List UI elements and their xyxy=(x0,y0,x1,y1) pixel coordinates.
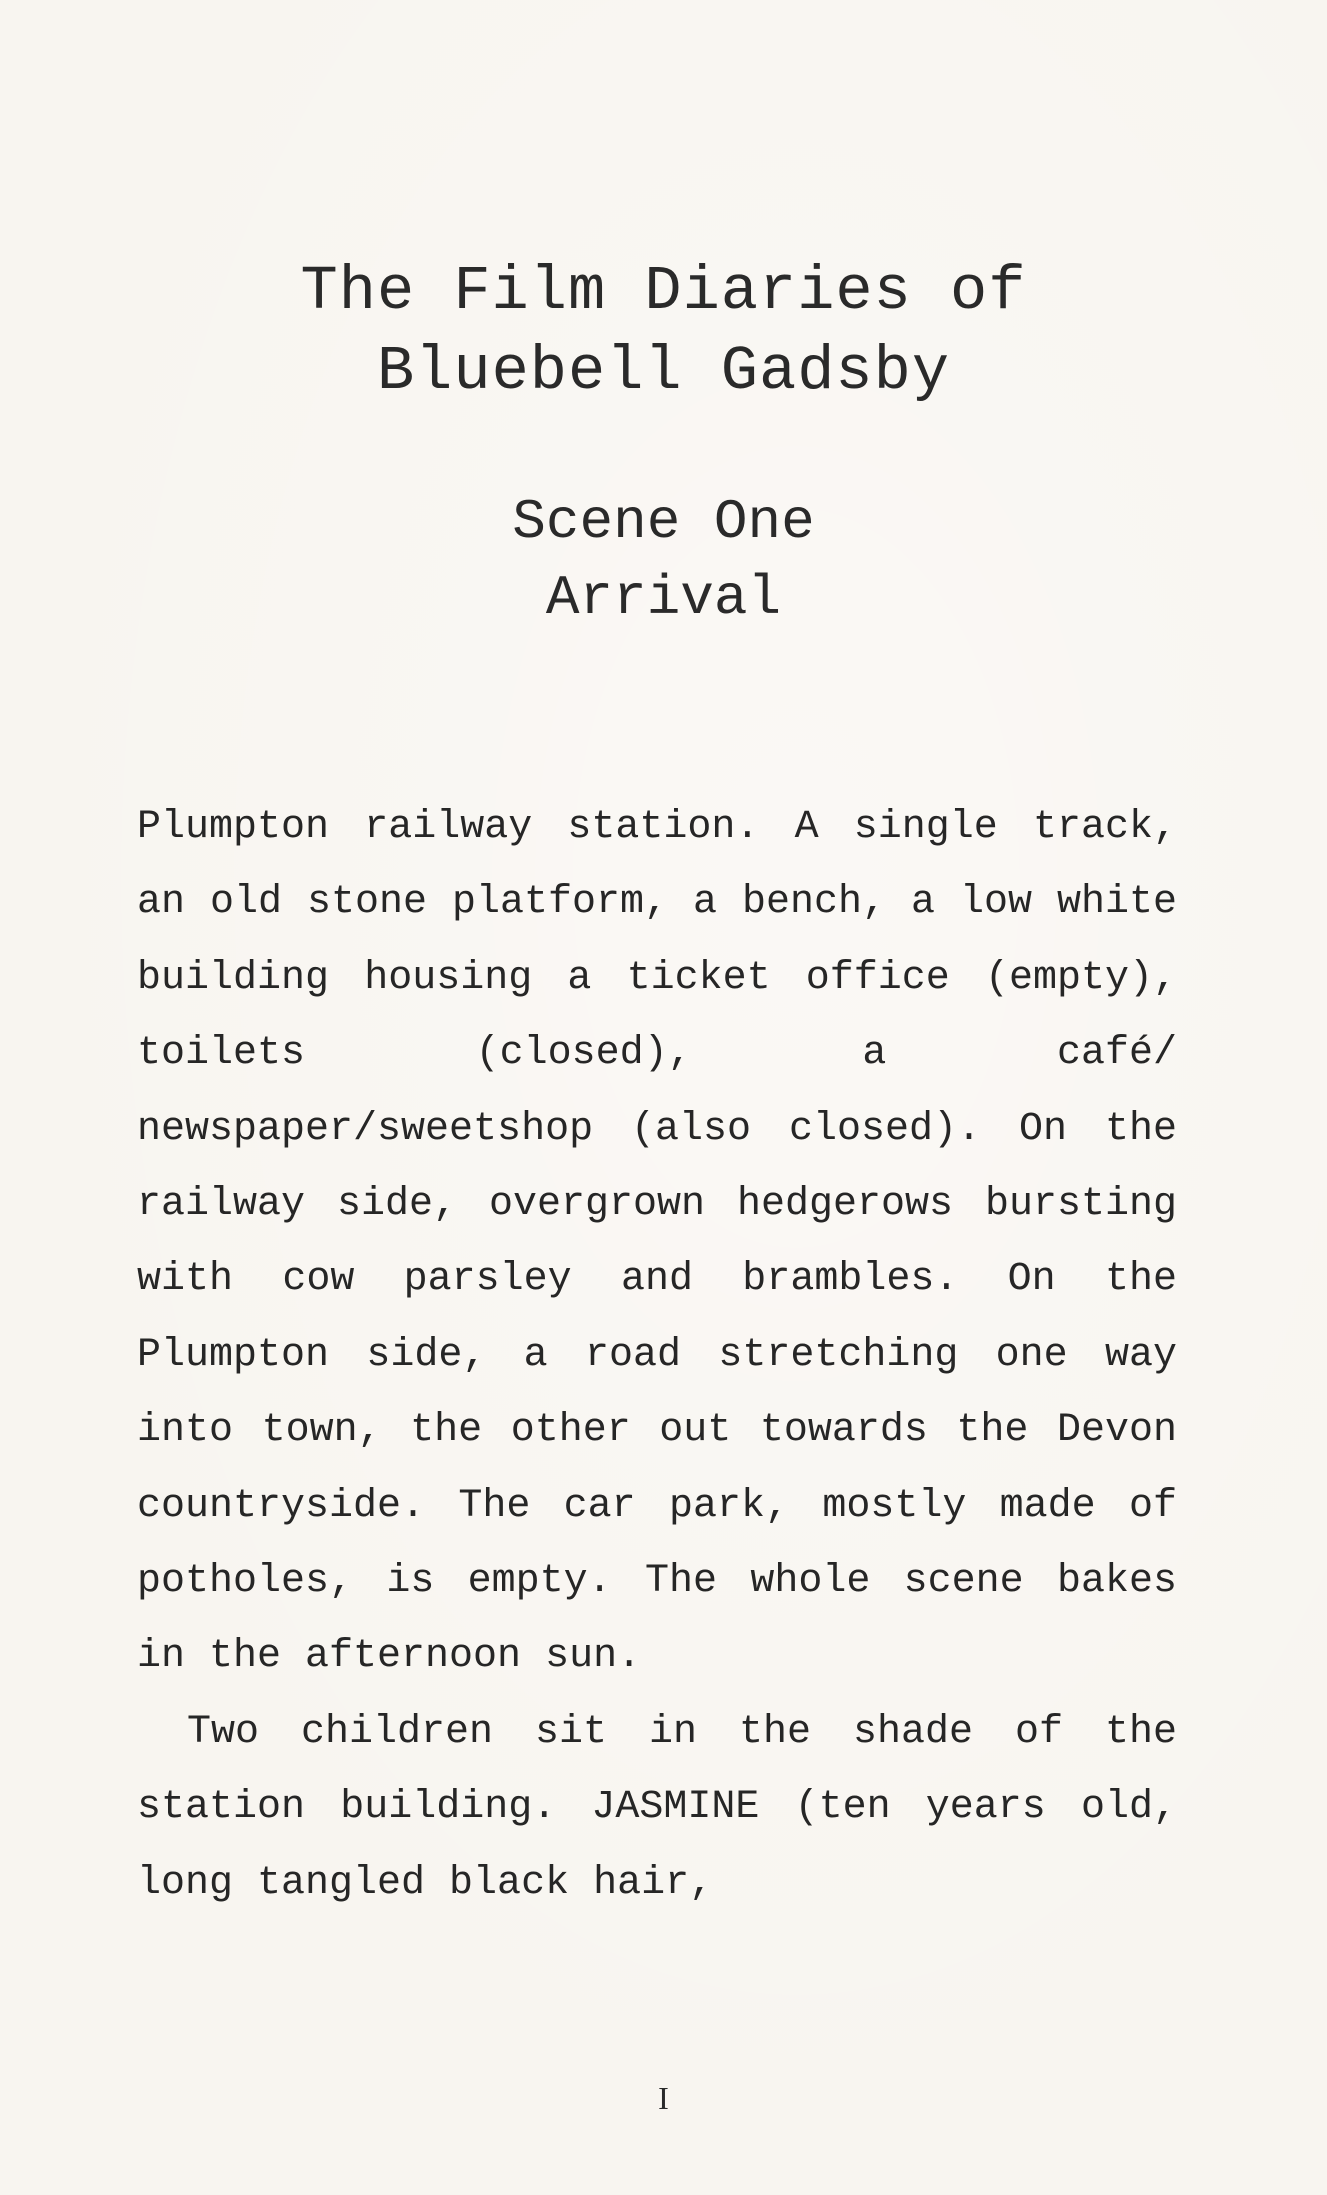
book-title xyxy=(0,252,1327,412)
book-title-line-2: Bluebell Gadsby xyxy=(376,336,951,407)
paragraph-2: Two children sit in the shade of the station building. JASMINE (ten years old, long tangled black hair, xyxy=(137,1709,1177,1906)
scene-title: Arrival xyxy=(545,566,782,630)
body-text xyxy=(137,790,1177,1921)
book-title-line-1: The Film Diaries of xyxy=(300,256,1027,327)
paragraph-1: Plumpton railway station. A single track, an old stone platform, a bench, a low white building housing a ticket office (empty), toilets (closed), a café/ newspaper/sweetshop (also closed). On the railway side, overgrown hedgerows bursting with cow parsley and brambles. On the Plumpton side, a road stretching one way into town, the other out towards the Devon countryside. The car park, mostly made of potholes, is empty. The whole scene bakes in the afternoon sun. xyxy=(137,805,1177,1680)
page-number: I xyxy=(658,2080,669,2116)
scene-number: Scene One xyxy=(512,490,815,554)
scene-heading xyxy=(0,484,1327,636)
